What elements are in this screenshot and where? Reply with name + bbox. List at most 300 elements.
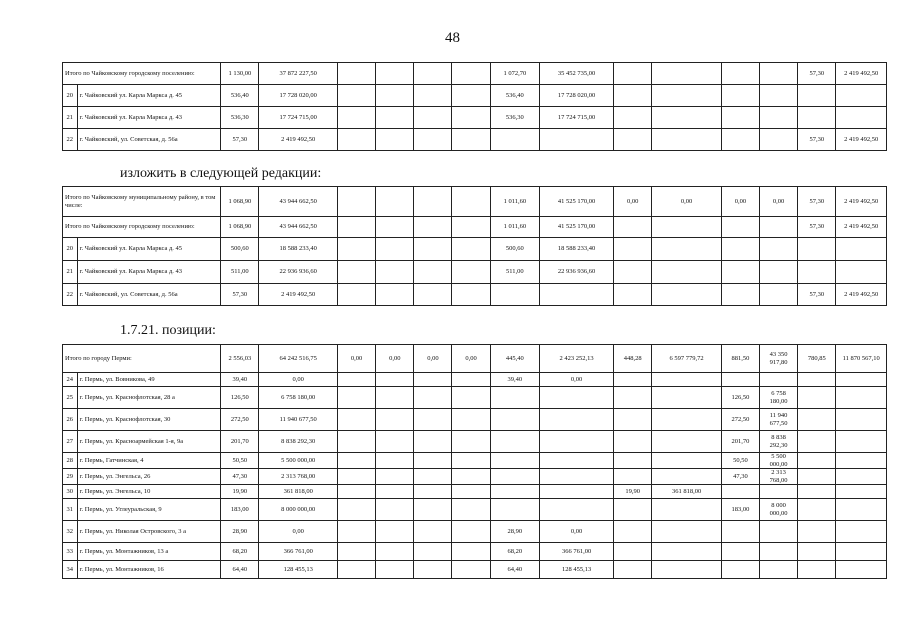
value-cell xyxy=(376,543,414,561)
value-cell xyxy=(338,431,376,453)
value-cell: 500,60 xyxy=(221,238,259,261)
value-cell: 39,40 xyxy=(221,373,259,387)
value-cell xyxy=(836,85,887,107)
value-cell: 1 072,70 xyxy=(490,63,539,85)
value-cell: 11 940 677,50 xyxy=(259,409,338,431)
value-cell xyxy=(376,284,414,306)
value-cell xyxy=(452,409,490,431)
value-cell xyxy=(338,238,376,261)
total-label: Итого по Чайковскому муниципальному району, в том числе: xyxy=(63,187,221,217)
value-cell: 881,50 xyxy=(721,345,759,373)
value-cell xyxy=(414,431,452,453)
value-cell: 2 419 492,50 xyxy=(836,129,887,151)
address-cell: г. Пермь, ул. Углеуральская, 9 xyxy=(77,499,221,521)
row-number: 34 xyxy=(63,561,78,579)
value-cell: 2 556,03 xyxy=(221,345,259,373)
value-cell: 2 419 492,50 xyxy=(836,217,887,238)
value-cell: 41 525 170,00 xyxy=(540,217,614,238)
table-row xyxy=(63,561,887,579)
row-number: 32 xyxy=(63,521,78,543)
value-cell xyxy=(452,485,490,499)
value-cell xyxy=(760,217,798,238)
value-cell xyxy=(452,187,490,217)
value-cell xyxy=(798,387,836,409)
value-cell: 35 452 735,00 xyxy=(540,63,614,85)
address-cell: г. Чайковский ул. Карла Маркса д. 45 xyxy=(77,85,221,107)
value-cell xyxy=(760,561,798,579)
value-cell: 68,20 xyxy=(221,543,259,561)
table-row xyxy=(63,284,887,306)
value-cell: 201,70 xyxy=(221,431,259,453)
value-cell xyxy=(760,543,798,561)
value-cell xyxy=(376,387,414,409)
heading-positions: 1.7.21. позиции: xyxy=(120,323,216,338)
value-cell xyxy=(760,284,798,306)
value-cell: 448,28 xyxy=(614,345,652,373)
value-cell xyxy=(490,387,539,409)
value-cell: 50,50 xyxy=(721,453,759,469)
total-label: Итого по Чайковскому городскому поселению: xyxy=(63,217,221,238)
value-cell xyxy=(652,284,722,306)
value-cell xyxy=(614,129,652,151)
value-cell xyxy=(452,543,490,561)
value-cell xyxy=(376,238,414,261)
table-row xyxy=(63,409,887,431)
value-cell xyxy=(338,107,376,129)
row-number: 28 xyxy=(63,453,78,469)
value-cell xyxy=(614,431,652,453)
value-cell: 19,90 xyxy=(221,485,259,499)
value-cell: 0,00 xyxy=(259,373,338,387)
value-cell: 11 940 677,50 xyxy=(760,409,798,431)
value-cell: 17 724 715,00 xyxy=(259,107,338,129)
value-cell xyxy=(760,63,798,85)
value-cell: 536,40 xyxy=(221,85,259,107)
value-cell xyxy=(721,561,759,579)
value-cell: 17 728 020,00 xyxy=(540,85,614,107)
value-cell xyxy=(721,485,759,499)
value-cell xyxy=(798,409,836,431)
table-perm-positions xyxy=(62,344,887,579)
value-cell: 366 761,00 xyxy=(540,543,614,561)
value-cell: 0,00 xyxy=(414,345,452,373)
value-cell xyxy=(414,543,452,561)
value-cell: 6 597 779,72 xyxy=(652,345,722,373)
value-cell xyxy=(798,521,836,543)
value-cell xyxy=(614,387,652,409)
value-cell xyxy=(652,107,722,129)
row-number: 24 xyxy=(63,373,78,387)
row-number: 20 xyxy=(63,238,78,261)
value-cell xyxy=(836,409,887,431)
value-cell xyxy=(836,485,887,499)
value-cell xyxy=(490,453,539,469)
value-cell xyxy=(721,129,759,151)
value-cell xyxy=(490,485,539,499)
value-cell xyxy=(490,469,539,485)
value-cell: 2 419 492,50 xyxy=(836,187,887,217)
value-cell xyxy=(614,373,652,387)
value-cell xyxy=(614,238,652,261)
value-cell: 0,00 xyxy=(721,187,759,217)
value-cell xyxy=(614,409,652,431)
value-cell: 2 313 768,00 xyxy=(760,469,798,485)
value-cell xyxy=(376,129,414,151)
value-cell xyxy=(721,284,759,306)
value-cell xyxy=(614,85,652,107)
table-row xyxy=(63,261,887,284)
table-new-edition xyxy=(62,186,887,306)
value-cell xyxy=(614,469,652,485)
value-cell xyxy=(414,187,452,217)
value-cell xyxy=(798,107,836,129)
value-cell xyxy=(414,561,452,579)
value-cell xyxy=(490,499,539,521)
value-cell xyxy=(798,431,836,453)
value-cell: 1 011,60 xyxy=(490,187,539,217)
value-cell xyxy=(760,129,798,151)
value-cell xyxy=(452,387,490,409)
address-cell: г. Пермь, Гатчинская, 4 xyxy=(77,453,221,469)
address-cell: г. Чайковский ул. Карла Маркса д. 43 xyxy=(77,107,221,129)
value-cell: 41 525 170,00 xyxy=(540,187,614,217)
value-cell xyxy=(652,499,722,521)
value-cell xyxy=(798,561,836,579)
value-cell xyxy=(452,85,490,107)
value-cell: 511,00 xyxy=(221,261,259,284)
value-cell xyxy=(540,453,614,469)
value-cell xyxy=(338,63,376,85)
address-cell: г. Чайковский, ул. Советская, д. 56а xyxy=(77,129,221,151)
value-cell: 183,00 xyxy=(721,499,759,521)
value-cell xyxy=(652,85,722,107)
value-cell xyxy=(836,453,887,469)
table-row xyxy=(63,543,887,561)
value-cell: 361 818,00 xyxy=(652,485,722,499)
value-cell: 8 838 292,30 xyxy=(259,431,338,453)
value-cell xyxy=(760,85,798,107)
address-cell: г. Чайковский, ул. Советская, д. 56а xyxy=(77,284,221,306)
value-cell: 1 068,90 xyxy=(221,187,259,217)
table-row xyxy=(63,345,887,373)
value-cell xyxy=(414,499,452,521)
value-cell xyxy=(414,85,452,107)
value-cell xyxy=(836,521,887,543)
value-cell: 0,00 xyxy=(614,187,652,217)
value-cell xyxy=(414,521,452,543)
value-cell xyxy=(614,453,652,469)
value-cell xyxy=(836,543,887,561)
value-cell xyxy=(614,561,652,579)
address-cell: г. Пермь, ул. Монтажников, 13 а xyxy=(77,543,221,561)
value-cell: 64,40 xyxy=(490,561,539,579)
value-cell xyxy=(414,129,452,151)
value-cell xyxy=(414,217,452,238)
value-cell xyxy=(721,85,759,107)
value-cell xyxy=(652,217,722,238)
value-cell: 64,40 xyxy=(221,561,259,579)
value-cell xyxy=(338,373,376,387)
value-cell xyxy=(338,387,376,409)
value-cell xyxy=(376,431,414,453)
value-cell: 0,00 xyxy=(652,187,722,217)
table-row xyxy=(63,238,887,261)
value-cell xyxy=(540,469,614,485)
value-cell xyxy=(338,521,376,543)
value-cell xyxy=(414,373,452,387)
table-original-positions xyxy=(62,62,887,151)
value-cell xyxy=(760,261,798,284)
value-cell xyxy=(760,107,798,129)
value-cell: 28,90 xyxy=(490,521,539,543)
value-cell: 1 011,60 xyxy=(490,217,539,238)
value-cell xyxy=(338,499,376,521)
value-cell xyxy=(452,63,490,85)
value-cell: 5 500 000,00 xyxy=(259,453,338,469)
value-cell: 445,40 xyxy=(490,345,539,373)
row-number: 22 xyxy=(63,129,78,151)
value-cell xyxy=(452,453,490,469)
value-cell xyxy=(836,431,887,453)
value-cell: 0,00 xyxy=(540,521,614,543)
value-cell xyxy=(760,238,798,261)
value-cell: 128 455,13 xyxy=(259,561,338,579)
value-cell: 8 000 000,00 xyxy=(259,499,338,521)
value-cell: 536,40 xyxy=(490,85,539,107)
value-cell: 366 761,00 xyxy=(259,543,338,561)
value-cell xyxy=(798,85,836,107)
value-cell: 0,00 xyxy=(760,187,798,217)
value-cell xyxy=(338,284,376,306)
value-cell: 68,20 xyxy=(490,543,539,561)
value-cell xyxy=(490,431,539,453)
value-cell xyxy=(614,261,652,284)
value-cell xyxy=(836,238,887,261)
value-cell: 8 000 000,00 xyxy=(760,499,798,521)
value-cell xyxy=(652,387,722,409)
value-cell xyxy=(540,499,614,521)
value-cell: 28,90 xyxy=(221,521,259,543)
value-cell xyxy=(652,373,722,387)
value-cell xyxy=(798,485,836,499)
address-cell: г. Пермь, ул. Энгельса, 26 xyxy=(77,469,221,485)
value-cell xyxy=(721,543,759,561)
value-cell: 2 419 492,50 xyxy=(836,284,887,306)
value-cell xyxy=(452,431,490,453)
value-cell xyxy=(652,261,722,284)
value-cell: 201,70 xyxy=(721,431,759,453)
value-cell xyxy=(540,129,614,151)
value-cell xyxy=(652,561,722,579)
address-cell: г. Пермь, ул. Монтажников, 16 xyxy=(77,561,221,579)
row-number: 26 xyxy=(63,409,78,431)
address-cell: г. Пермь, ул. Красноармейская 1-я, 9а xyxy=(77,431,221,453)
value-cell xyxy=(760,521,798,543)
row-number: 25 xyxy=(63,387,78,409)
value-cell xyxy=(452,561,490,579)
value-cell: 57,30 xyxy=(798,63,836,85)
value-cell: 17 728 020,00 xyxy=(259,85,338,107)
value-cell xyxy=(376,107,414,129)
value-cell: 11 870 567,10 xyxy=(836,345,887,373)
value-cell xyxy=(540,284,614,306)
value-cell: 6 758 180,00 xyxy=(760,387,798,409)
value-cell xyxy=(721,261,759,284)
table-row xyxy=(63,217,887,238)
value-cell: 18 588 233,40 xyxy=(259,238,338,261)
value-cell: 2 419 492,50 xyxy=(836,63,887,85)
address-cell: г. Чайковский ул. Карла Маркса д. 45 xyxy=(77,238,221,261)
value-cell: 43 944 662,50 xyxy=(259,217,338,238)
value-cell xyxy=(652,431,722,453)
value-cell: 780,85 xyxy=(798,345,836,373)
row-number: 20 xyxy=(63,85,78,107)
table-row xyxy=(63,373,887,387)
value-cell xyxy=(376,217,414,238)
value-cell: 18 588 233,40 xyxy=(540,238,614,261)
value-cell: 57,30 xyxy=(221,284,259,306)
value-cell xyxy=(414,284,452,306)
value-cell xyxy=(836,469,887,485)
value-cell: 2 419 492,50 xyxy=(259,284,338,306)
value-cell: 22 936 936,60 xyxy=(540,261,614,284)
value-cell xyxy=(376,187,414,217)
value-cell xyxy=(376,373,414,387)
value-cell xyxy=(798,238,836,261)
row-number: 31 xyxy=(63,499,78,521)
value-cell: 57,30 xyxy=(221,129,259,151)
heading-edit: изложить в следующей редакции: xyxy=(120,166,322,181)
value-cell: 57,30 xyxy=(798,217,836,238)
value-cell: 43 944 662,50 xyxy=(259,187,338,217)
table-row xyxy=(63,485,887,499)
value-cell xyxy=(652,453,722,469)
value-cell: 17 724 715,00 xyxy=(540,107,614,129)
address-cell: г. Пермь, ул. Энгельса, 10 xyxy=(77,485,221,499)
value-cell xyxy=(338,453,376,469)
value-cell xyxy=(452,238,490,261)
value-cell xyxy=(836,107,887,129)
value-cell: 57,30 xyxy=(798,284,836,306)
value-cell xyxy=(836,373,887,387)
value-cell: 8 838 292,30 xyxy=(760,431,798,453)
value-cell: 511,00 xyxy=(490,261,539,284)
row-number: 27 xyxy=(63,431,78,453)
value-cell xyxy=(414,469,452,485)
value-cell xyxy=(540,431,614,453)
value-cell xyxy=(376,409,414,431)
value-cell: 183,00 xyxy=(221,499,259,521)
value-cell xyxy=(338,261,376,284)
row-number: 21 xyxy=(63,261,78,284)
value-cell xyxy=(338,409,376,431)
value-cell xyxy=(652,543,722,561)
value-cell: 128 455,13 xyxy=(540,561,614,579)
value-cell xyxy=(338,543,376,561)
value-cell xyxy=(376,499,414,521)
value-cell xyxy=(798,373,836,387)
value-cell: 272,50 xyxy=(221,409,259,431)
value-cell xyxy=(798,469,836,485)
address-cell: г. Пермь, ул. Николая Островского, 3 а xyxy=(77,521,221,543)
value-cell xyxy=(376,521,414,543)
value-cell: 57,30 xyxy=(798,187,836,217)
value-cell xyxy=(338,469,376,485)
address-cell: г. Пермь, ул. Краснофлотская, 30 xyxy=(77,409,221,431)
value-cell xyxy=(614,284,652,306)
value-cell xyxy=(414,63,452,85)
value-cell xyxy=(614,63,652,85)
row-number: 22 xyxy=(63,284,78,306)
total-label: Итого по Чайковскому городскому поселению: xyxy=(63,63,221,85)
value-cell xyxy=(376,261,414,284)
value-cell xyxy=(798,499,836,521)
table-row xyxy=(63,107,887,129)
table-row xyxy=(63,187,887,217)
value-cell: 0,00 xyxy=(338,345,376,373)
value-cell xyxy=(414,238,452,261)
value-cell xyxy=(414,453,452,469)
address-cell: г. Пермь, ул. Краснофлотская, 28 а xyxy=(77,387,221,409)
value-cell xyxy=(721,238,759,261)
value-cell xyxy=(338,85,376,107)
value-cell xyxy=(376,85,414,107)
value-cell xyxy=(540,485,614,499)
row-number: 33 xyxy=(63,543,78,561)
table-row xyxy=(63,85,887,107)
value-cell xyxy=(614,521,652,543)
value-cell xyxy=(798,261,836,284)
value-cell xyxy=(490,284,539,306)
value-cell: 57,30 xyxy=(798,129,836,151)
value-cell xyxy=(652,409,722,431)
value-cell xyxy=(452,217,490,238)
value-cell: 0,00 xyxy=(540,373,614,387)
value-cell xyxy=(376,485,414,499)
value-cell xyxy=(540,387,614,409)
value-cell: 22 936 936,60 xyxy=(259,261,338,284)
value-cell: 39,40 xyxy=(490,373,539,387)
value-cell xyxy=(414,409,452,431)
value-cell xyxy=(338,561,376,579)
value-cell xyxy=(836,499,887,521)
value-cell: 50,50 xyxy=(221,453,259,469)
value-cell: 19,90 xyxy=(614,485,652,499)
value-cell xyxy=(652,521,722,543)
value-cell xyxy=(338,129,376,151)
value-cell xyxy=(614,107,652,129)
table-row xyxy=(63,63,887,85)
value-cell: 1 130,00 xyxy=(221,63,259,85)
value-cell xyxy=(721,217,759,238)
value-cell: 2 419 492,50 xyxy=(259,129,338,151)
value-cell xyxy=(452,373,490,387)
row-number: 21 xyxy=(63,107,78,129)
value-cell xyxy=(452,521,490,543)
value-cell xyxy=(652,469,722,485)
value-cell: 500,60 xyxy=(490,238,539,261)
value-cell xyxy=(490,129,539,151)
value-cell xyxy=(452,261,490,284)
value-cell: 37 872 227,50 xyxy=(259,63,338,85)
value-cell: 47,30 xyxy=(221,469,259,485)
value-cell: 0,00 xyxy=(452,345,490,373)
value-cell xyxy=(414,261,452,284)
value-cell: 536,30 xyxy=(221,107,259,129)
table-row xyxy=(63,453,887,469)
value-cell: 5 500 000,00 xyxy=(760,453,798,469)
value-cell xyxy=(652,238,722,261)
